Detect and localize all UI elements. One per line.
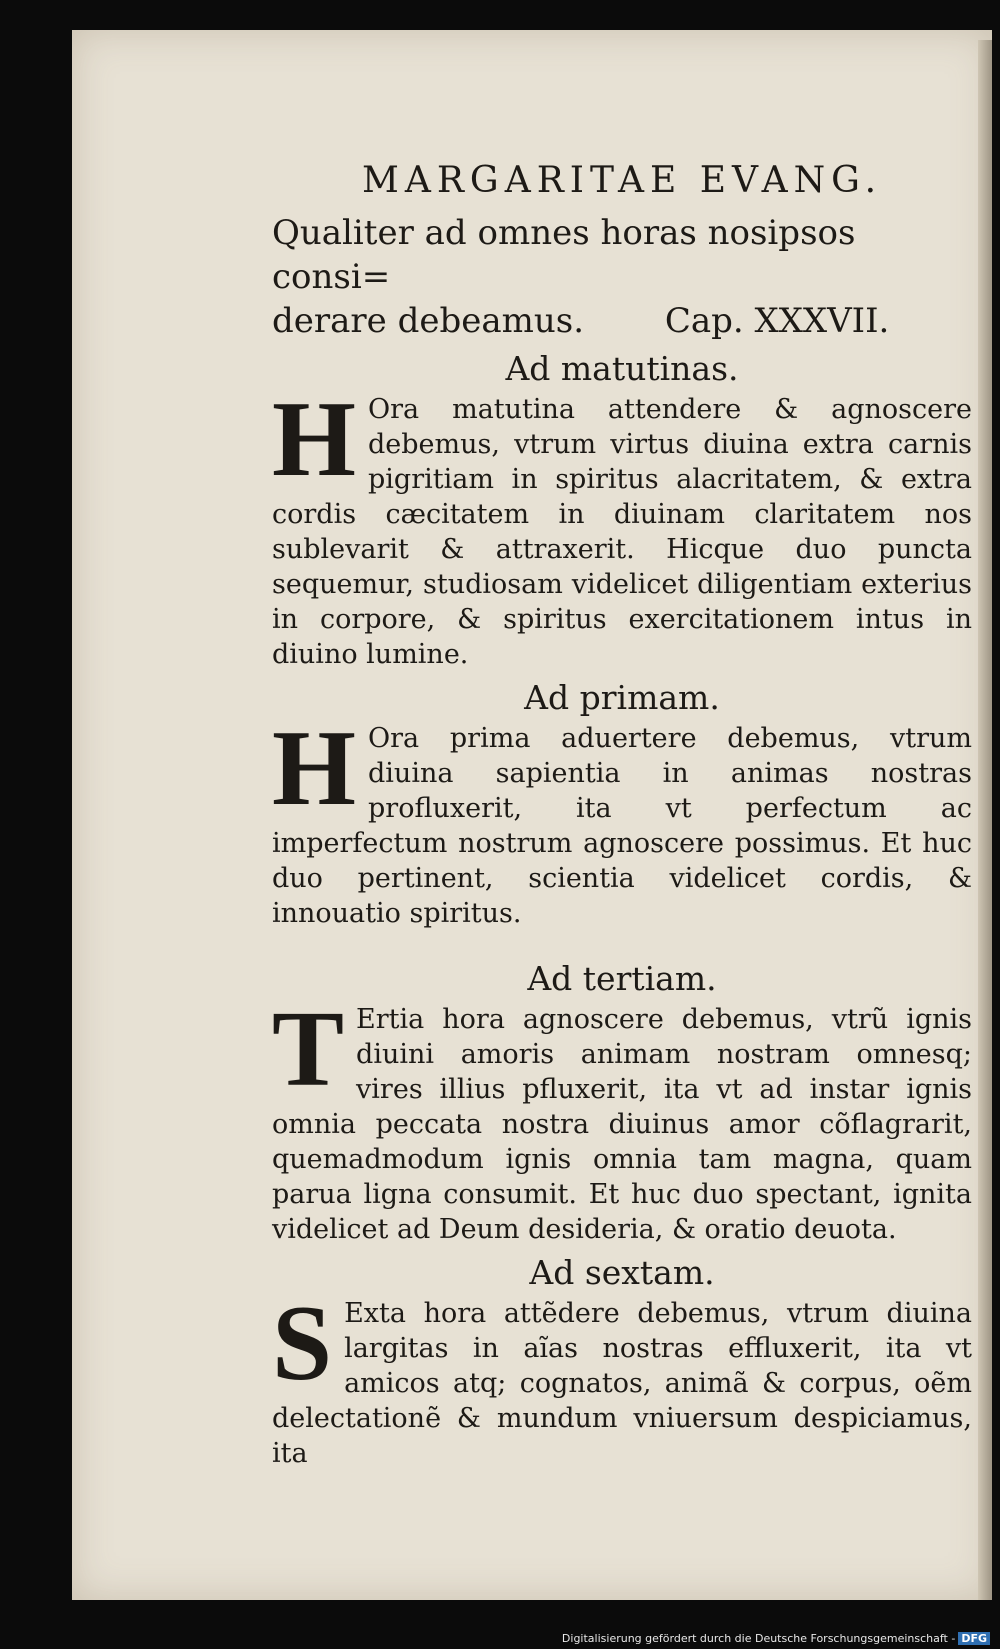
page-text-block [272, 130, 972, 1475]
section-heading-primam: Ad primam. [524, 678, 720, 717]
book-page [72, 30, 992, 1600]
chapter-number: Cap. XXXVII. [664, 301, 890, 341]
section-heading-matutinas: Ad matutinas. [505, 349, 739, 388]
section-paragraph-sextam [272, 1284, 972, 1471]
dfg-logo-icon: DFG [958, 1632, 990, 1645]
running-head: MARGARITAE EVANG. [361, 160, 883, 201]
paragraph-text: Ora prima aduertere debemus, vtrum diuina sapientia in animas nostras profluxerit, ita vt perfectum ac imperfectum nostrum agnoscere possimus. Et huc duo pertinent, scientia videlicet cordis, & innouatio spiritus. [272, 723, 972, 929]
section-heading-tertiam: Ad tertiam. [527, 959, 717, 998]
section-heading-sextam: Ad sextam. [529, 1253, 715, 1292]
footer-text: Digitalisierung gefördert durch die Deutsche Forschungsgemeinschaft - [561, 1632, 956, 1645]
digitization-footer [562, 1632, 990, 1645]
paragraph-text: Exta hora attẽdere debemus, vtrum diuina largitas in aĩas nostras effluxerit, ita vt amicos atq; cognatos, animã & corpus, oẽm delectationẽ & mundum vniuersum despiciamus, ita [272, 1298, 972, 1469]
section-paragraph-matutinas [272, 380, 972, 672]
paragraph-text: Ertia hora agnoscere debemus, vtrũ ignis diuini amoris animam nostram omnesq; vires illius pfluxerit, ita vt ad instar ignis omnia peccata nostra diuinus amor cõflagrarit, quemadmodum ignis omnia tam magna, quam parua ligna consumit. Et huc duo spectant, ignita videlicet ad Deum desideria, & oratio deuota. [272, 1004, 972, 1245]
drop-cap: S [272, 1284, 333, 1403]
drop-cap: H [272, 380, 357, 499]
chapter-title [272, 211, 972, 343]
drop-cap: T [272, 990, 345, 1109]
page-edge [978, 40, 992, 1600]
chapter-title-line2: derare debeamus. [272, 301, 585, 341]
paragraph-text: Ora matutina attendere & agnoscere debemus, vtrum virtus diuina extra carnis pigritiam in spiritus alacritatem, & extra cordis cæcitatem in diuinam claritatem nos sublevarit & attraxerit. Hicque duo puncta sequemur, studiosam videlicet diligentiam exterius in corpore, & spiritus exercitationem intus in diuino lumine. [272, 394, 972, 670]
section-paragraph-primam [272, 709, 972, 931]
drop-cap: H [272, 709, 357, 828]
chapter-title-line1: Qualiter ad omnes horas nosipsos consi= [272, 213, 856, 297]
section-paragraph-tertiam [272, 990, 972, 1247]
